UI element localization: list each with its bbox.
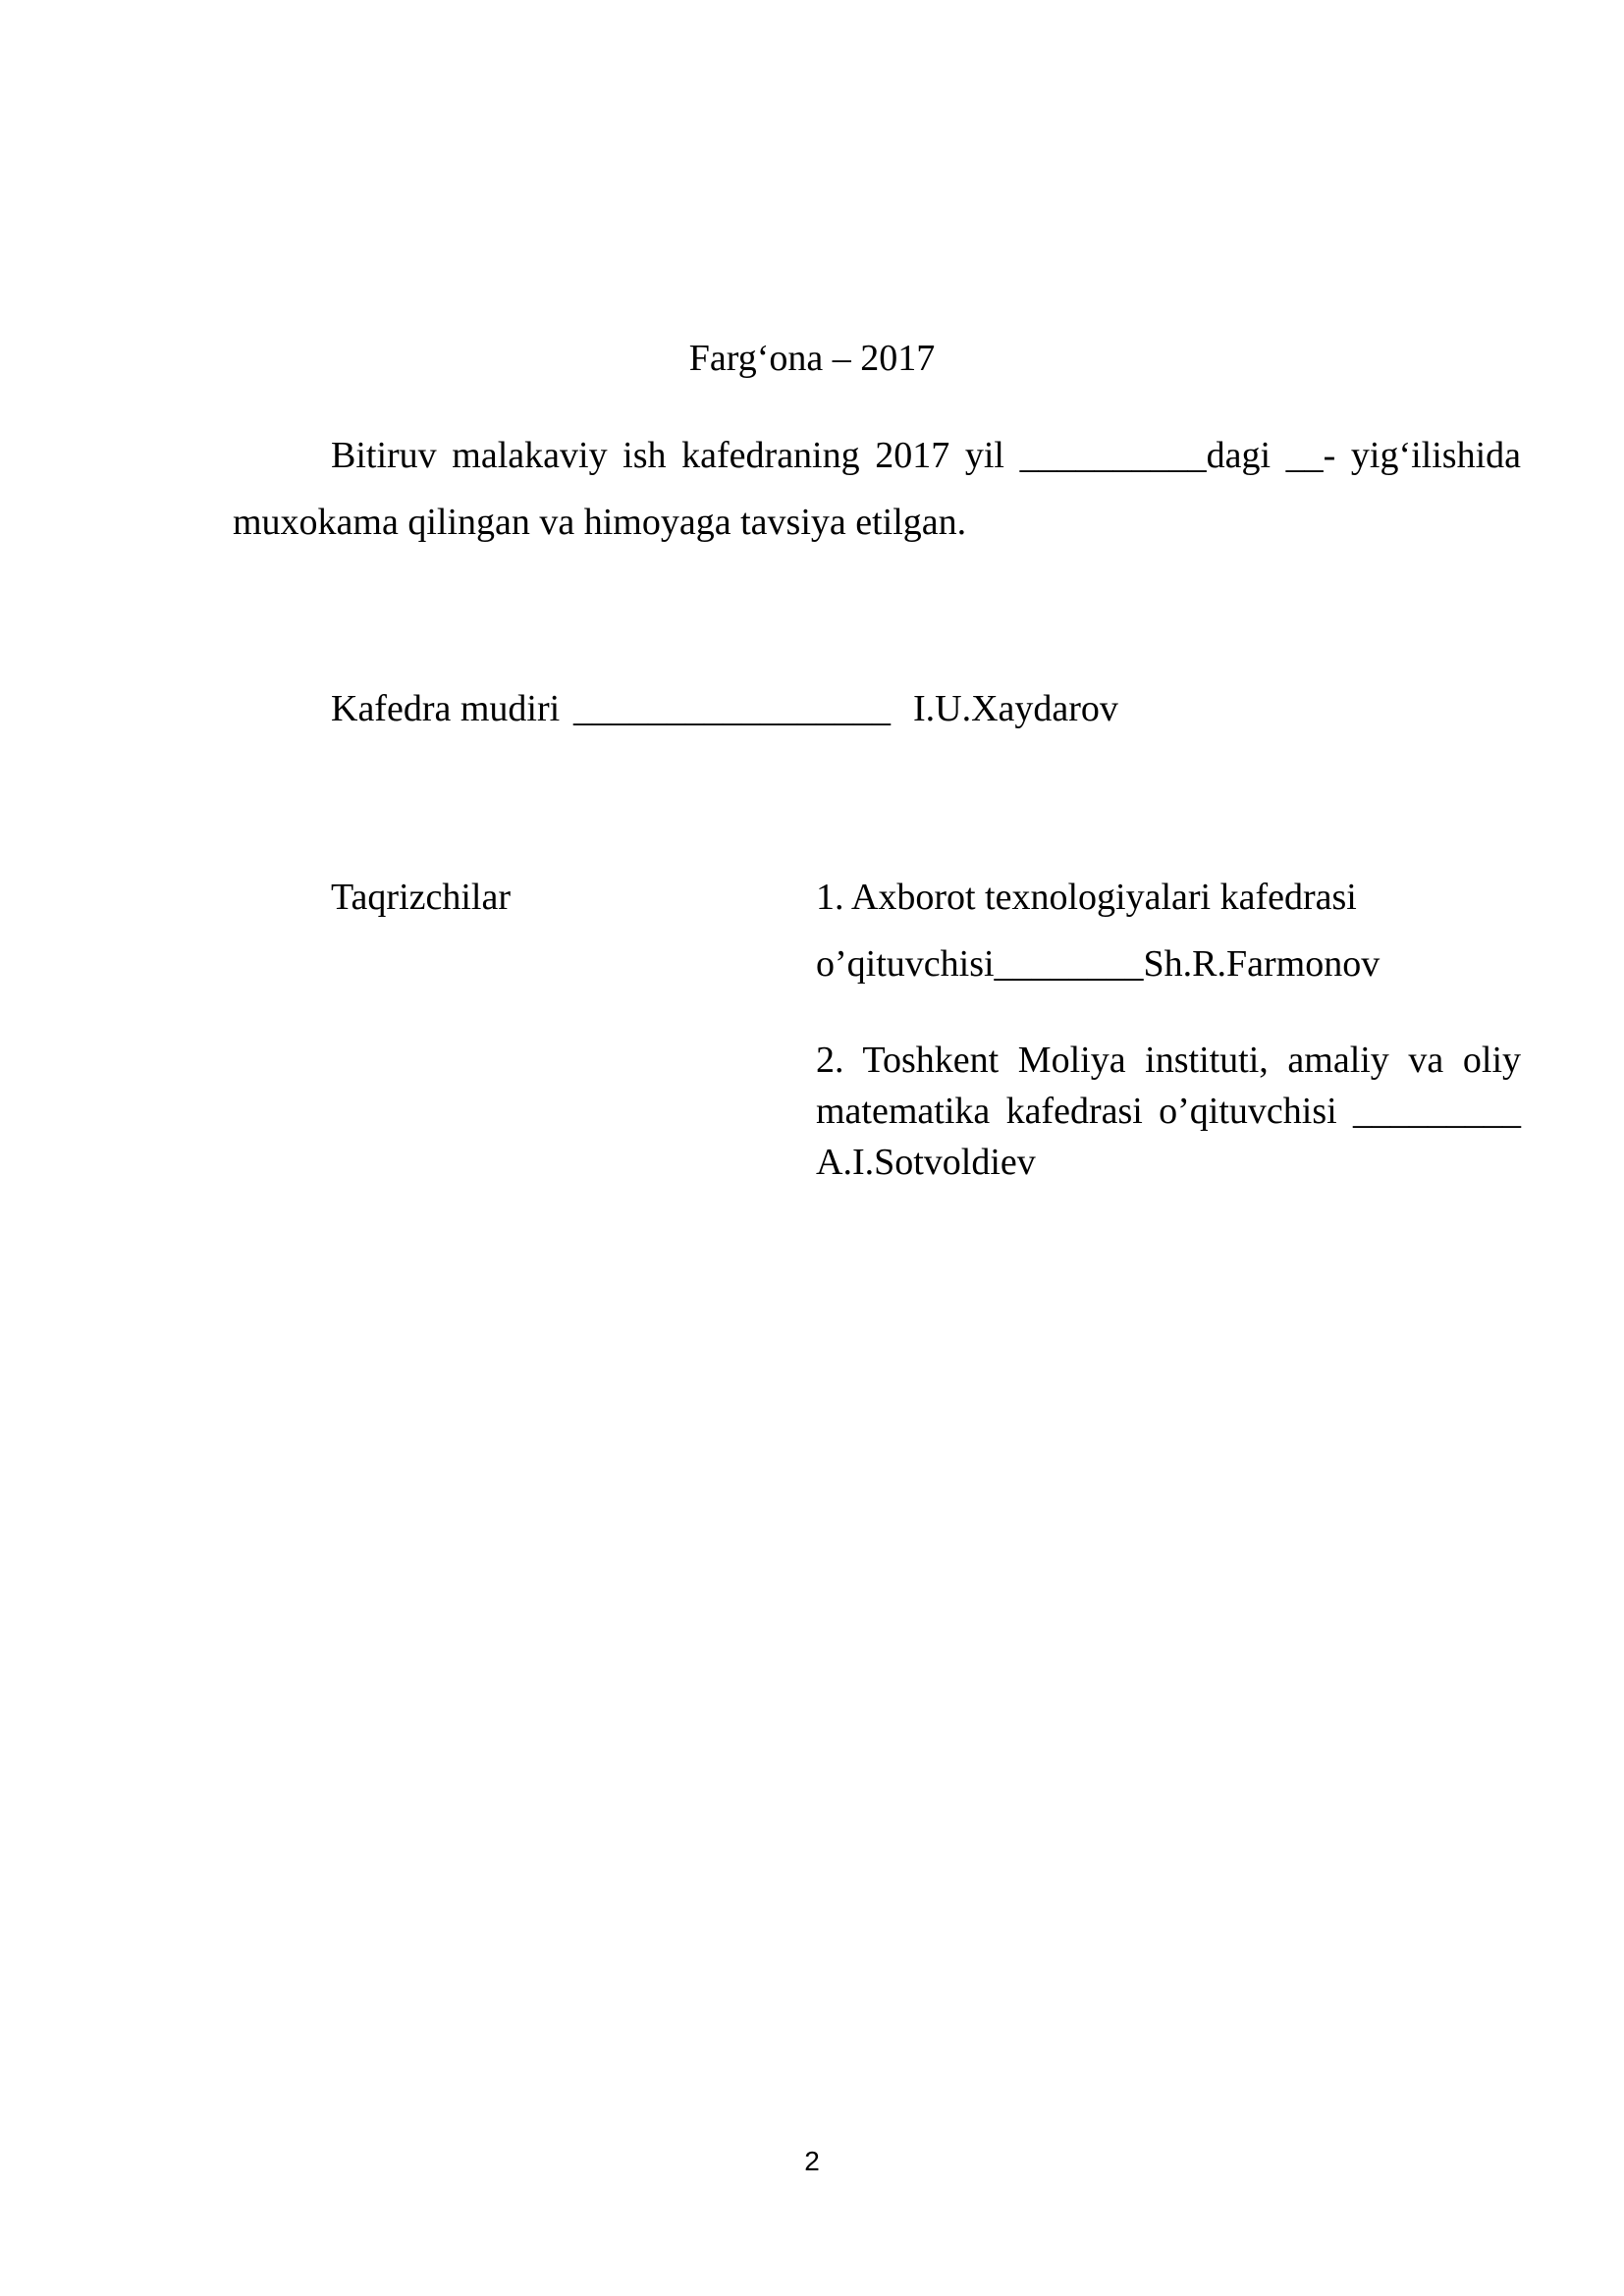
approval-line-2: muxokama qilingan va himoyaga tavsiya etilgan.: [233, 502, 967, 543]
approval-line-1: Bitiruv malakaviy ish kafedraning 2017 yil __________dagi __- yig‘ilishida: [331, 435, 1521, 476]
reviewer-2: 2. Toshkent Moliya instituti, amaliy va oliy matematika kafedrasi o’qituvchisi _________ A.I.Sotvoldiev: [816, 1040, 1521, 1183]
head-signature-line: _________________: [573, 688, 891, 729]
reviewer-1-line-2: o’qituvchisi________Sh.R.Farmonov: [816, 943, 1380, 985]
reviewers-label: Taqrizchilar: [331, 877, 512, 918]
place-year: Farg‘ona – 2017: [688, 338, 936, 379]
head-of-department-label: Kafedra mudiri: [331, 688, 561, 729]
page-number: 2: [804, 2146, 820, 2176]
head-of-department-name: I.U.Xaydarov: [913, 688, 1118, 729]
reviewer-1-line-1: 1. Axborot texnologiyalari kafedrasi: [816, 877, 1357, 918]
